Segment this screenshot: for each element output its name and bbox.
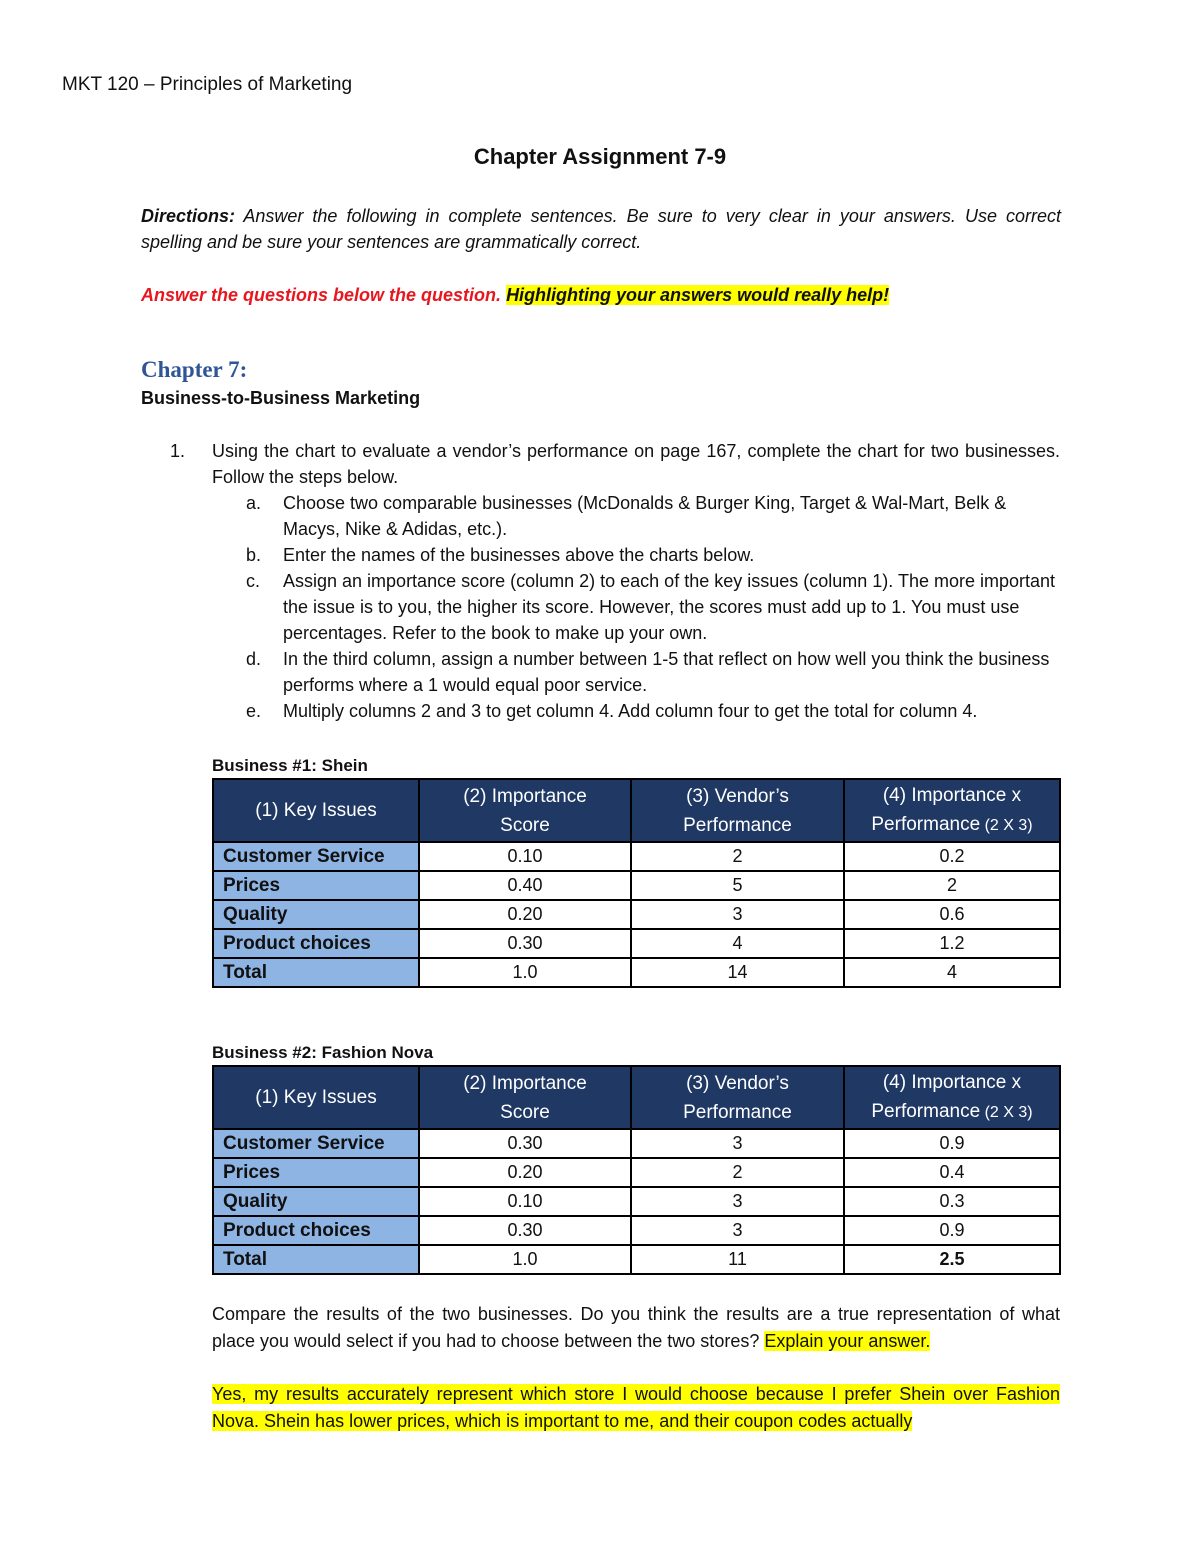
step-label: c. (246, 571, 261, 591)
header-importance (419, 1066, 631, 1129)
header-performance-line2: Performance (683, 1101, 792, 1123)
compare-text: Compare the results of the two businesses. Do you think the results are a true representation of what place you would select if you had to choose between the two stores? (212, 1304, 1060, 1351)
product-cell: 0.9 (844, 1129, 1060, 1158)
table-row (213, 1158, 1060, 1187)
question-1 (170, 438, 1060, 490)
product-cell: 0.3 (844, 1187, 1060, 1216)
course-header: MKT 120 – Principles of Marketing (62, 74, 353, 95)
table-row (213, 1216, 1060, 1245)
table-row (213, 1187, 1060, 1216)
step-text: In the third column, assign a number between 1-5 that reflect on how well you think the business performs where a 1 would equal poor service. (283, 649, 1050, 695)
question-steps (246, 490, 1060, 724)
key-issue-cell: Total (213, 1245, 419, 1274)
step-label: d. (246, 649, 262, 669)
table-row (213, 1129, 1060, 1158)
header-performance (631, 1066, 844, 1129)
performance-cell: 3 (631, 1216, 844, 1245)
header-product (844, 1066, 1060, 1129)
header-importance-line1: (2) Importance (463, 1072, 587, 1094)
chapter-heading: Chapter 7: (141, 357, 248, 382)
product-cell: 1.2 (844, 929, 1060, 958)
header-product-line1: (4) Importance x (882, 785, 1022, 806)
key-issue-cell: Product choices (213, 929, 419, 958)
importance-cell: 0.30 (419, 1129, 631, 1158)
business-2-table (212, 1065, 1061, 1275)
performance-cell: 3 (631, 900, 844, 929)
step-item (246, 646, 1060, 698)
header-performance-line1: (3) Vendor’s (686, 1072, 789, 1094)
step-item (246, 698, 1060, 724)
header-product-suffix: (2 X 3) (980, 817, 1033, 834)
header-product-line1: (4) Importance x (882, 1072, 1022, 1093)
business-2-label: Business #2: Fashion Nova (212, 1043, 434, 1062)
step-label: e. (246, 701, 262, 721)
header-performance (631, 779, 844, 842)
key-issue-cell: Quality (213, 1187, 419, 1216)
directions-label: Directions: (141, 206, 236, 226)
header-performance-line1: (3) Vendor’s (686, 785, 789, 807)
business-1-label: Business #1: Shein (212, 756, 368, 775)
performance-cell: 2 (631, 1158, 844, 1187)
importance-cell: 0.10 (419, 842, 631, 871)
performance-cell: 3 (631, 1187, 844, 1216)
step-item (246, 490, 1060, 542)
key-issue-cell: Customer Service (213, 1129, 419, 1158)
product-cell: 2 (844, 871, 1060, 900)
header-key-issues: (1) Key Issues (213, 779, 419, 842)
header-product-suffix: (2 X 3) (980, 1104, 1033, 1121)
table-row (213, 842, 1060, 871)
step-item (246, 542, 1060, 568)
answer-text: Yes, my results accurately represent which store I would choose because I prefer Shein over Fashion Nova. Shein has lower prices, which is important to me, and their coupon codes actually (212, 1384, 1060, 1431)
key-issue-cell: Prices (213, 871, 419, 900)
importance-cell: 1.0 (419, 958, 631, 987)
header-product-line2: Performance (871, 1101, 981, 1122)
header-importance-line2: Score (500, 814, 550, 836)
step-item (246, 568, 1060, 646)
product-cell: 0.4 (844, 1158, 1060, 1187)
key-issue-cell: Total (213, 958, 419, 987)
step-label: a. (246, 493, 262, 513)
step-label: b. (246, 545, 262, 565)
table-header-row (213, 779, 1060, 842)
compare-question (212, 1301, 1060, 1355)
step-text: Assign an importance score (column 2) to each of the key issues (column 1). The more important the issue is to you, the higher its score. However, the scores must add up to 1. You must use percentages. Refer to the book to make up your own. (283, 571, 1056, 643)
header-product (844, 779, 1060, 842)
directions-text: Answer the following in complete sentences. Be sure to very clear in your answers. Use correct spelling and be sure your sentences are grammatically correct. (141, 206, 1061, 252)
header-importance (419, 779, 631, 842)
performance-cell: 5 (631, 871, 844, 900)
importance-cell: 0.30 (419, 929, 631, 958)
product-cell: 2.5 (844, 1245, 1060, 1274)
performance-cell: 14 (631, 958, 844, 987)
performance-cell: 4 (631, 929, 844, 958)
question-text: Using the chart to evaluate a vendor’s performance on page 167, complete the chart for two businesses. Follow the steps below. (212, 441, 1060, 487)
key-issue-cell: Product choices (213, 1216, 419, 1245)
chapter-subheading: Business-to-Business Marketing (141, 388, 421, 408)
key-issue-cell: Customer Service (213, 842, 419, 871)
table-row (213, 929, 1060, 958)
product-cell: 0.9 (844, 1216, 1060, 1245)
importance-cell: 0.20 (419, 900, 631, 929)
key-issue-cell: Quality (213, 900, 419, 929)
directions (141, 203, 1061, 255)
importance-cell: 0.40 (419, 871, 631, 900)
importance-cell: 0.30 (419, 1216, 631, 1245)
header-importance-line2: Score (500, 1101, 550, 1123)
compare-highlight: Explain your answer. (764, 1331, 931, 1351)
performance-cell: 2 (631, 842, 844, 871)
header-key-issues: (1) Key Issues (213, 1066, 419, 1129)
performance-cell: 11 (631, 1245, 844, 1274)
business-1-table (212, 778, 1061, 988)
step-text: Enter the names of the businesses above the charts below. (283, 545, 755, 565)
table-row (213, 900, 1060, 929)
question-number: 1. (170, 441, 186, 461)
product-cell: 4 (844, 958, 1060, 987)
answer-paragraph (212, 1381, 1060, 1435)
instruction-highlight-text: Highlighting your answers would really help! (506, 285, 890, 305)
header-product-line2: Performance (871, 814, 981, 835)
importance-cell: 0.10 (419, 1187, 631, 1216)
table-row (213, 871, 1060, 900)
table-total-row (213, 1245, 1060, 1274)
step-text: Multiply columns 2 and 3 to get column 4. Add column four to get the total for column 4. (283, 701, 978, 721)
table-total-row (213, 958, 1060, 987)
key-issue-cell: Prices (213, 1158, 419, 1187)
table-header-row (213, 1066, 1060, 1129)
performance-cell: 3 (631, 1129, 844, 1158)
step-text: Choose two comparable businesses (McDonalds & Burger King, Target & Wal-Mart, Belk & Macys, Nike & Adidas, etc.). (283, 493, 1007, 539)
product-cell: 0.6 (844, 900, 1060, 929)
page-title: Chapter Assignment 7-9 (473, 144, 727, 169)
header-importance-line1: (2) Importance (463, 785, 587, 807)
product-cell: 0.2 (844, 842, 1060, 871)
instruction (141, 283, 889, 307)
importance-cell: 1.0 (419, 1245, 631, 1274)
header-performance-line2: Performance (683, 814, 792, 836)
instruction-red-text: Answer the questions below the question. (141, 285, 502, 305)
importance-cell: 0.20 (419, 1158, 631, 1187)
